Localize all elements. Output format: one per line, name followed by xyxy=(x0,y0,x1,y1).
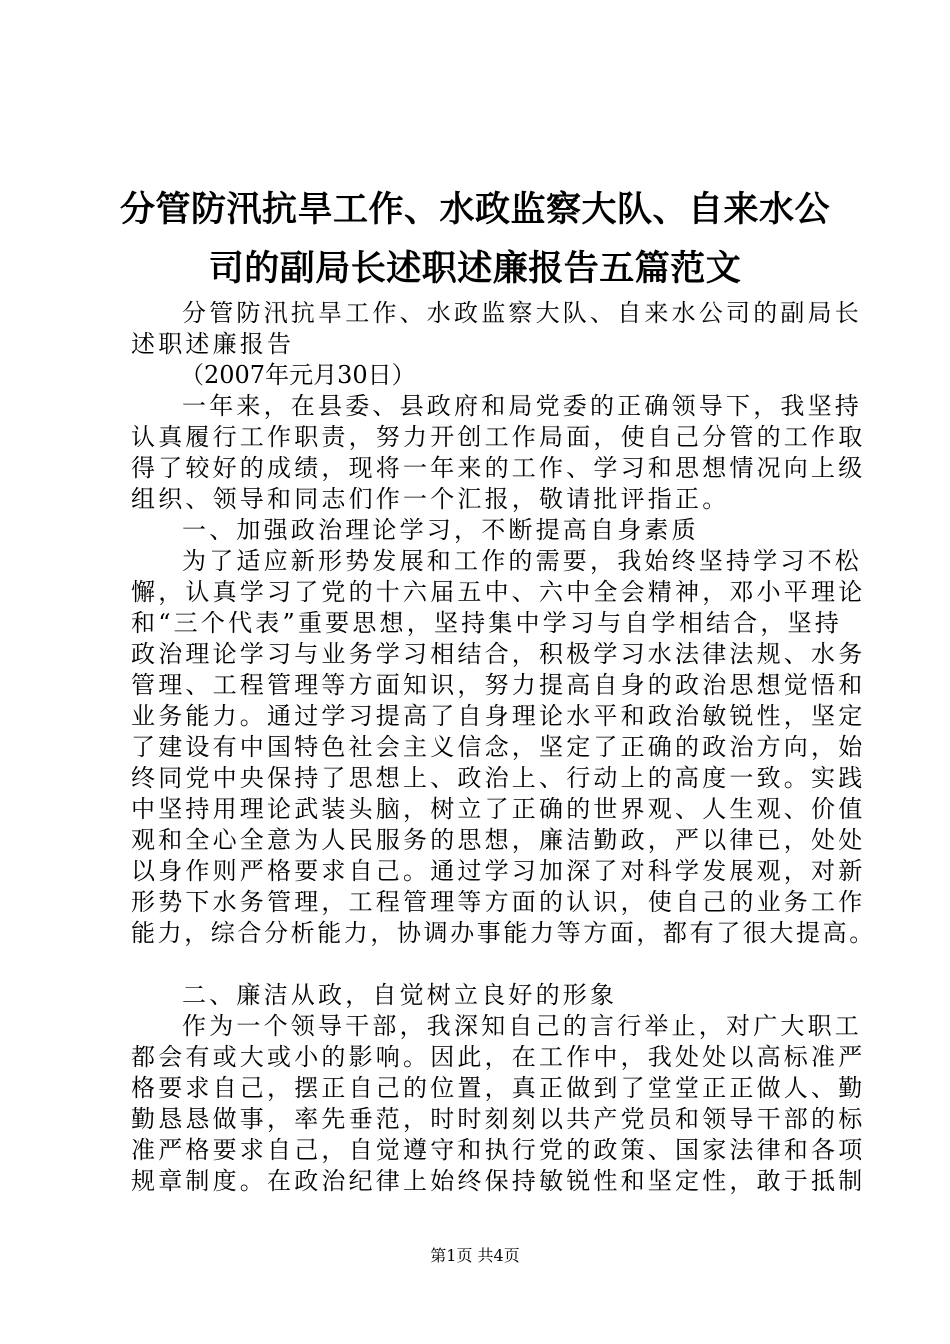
section-heading: 一、加强政治理论学习，不断提高自身素质 xyxy=(182,516,699,544)
paragraph-line: 终同党中央保持了思想上、政治上、行动上的高度一致。实践 xyxy=(131,764,866,792)
paragraph-line: 格要求自己，摆正自己的位置，真正做到了堂堂正正做人、勤 xyxy=(131,1074,866,1102)
subtitle-line: 述职述廉报告 xyxy=(131,330,295,358)
paragraph-line: 懈，认真学习了党的十六届五中、六中全会精神，邓小平理论 xyxy=(131,578,866,606)
section-heading: 二、廉洁从政，自觉树立良好的形象 xyxy=(182,981,618,1009)
paragraph-line: 都会有或大或小的影响。因此，在工作中，我处处以高标准严 xyxy=(131,1043,866,1071)
paragraph-line: 观和全心全意为人民服务的思想，廉洁勤政，严以律已，处处 xyxy=(131,826,866,854)
document-title-line-1: 分管防汛抗旱工作、水政监察大队、自来水公 xyxy=(119,190,830,230)
paragraph-line: 勤恳恳做事，率先垂范，时时刻刻以共产党员和领导干部的标 xyxy=(131,1105,866,1133)
paragraph-line: 规章制度。在政治纪律上始终保持敏锐性和坚定性，敢于抵制 xyxy=(131,1167,866,1195)
paragraph-line: 一年来，在县委、县政府和局党委的正确领导下，我坚持 xyxy=(182,392,862,420)
paragraph-line: 组织、领导和同志们作一个汇报，敬请批评指正。 xyxy=(131,485,730,513)
subtitle-line: 分管防汛抗旱工作、水政监察大队、自来水公司的副局长 xyxy=(182,299,862,327)
paragraph-line: 和“三个代表”重要思想，坚持集中学习与自学相结合，坚持 xyxy=(131,609,842,637)
document-title-line-2: 司的副局长述职述廉报告五篇范文 xyxy=(208,249,742,289)
document-body xyxy=(131,298,876,1197)
paragraph-line: 政治理论学习与业务学习相结合，积极学习水法律法规、水务 xyxy=(131,640,866,668)
paragraph-line: 中坚持用理论武装头脑，树立了正确的世界观、人生观、价值 xyxy=(131,795,866,823)
paragraph-line: 管理、工程管理等方面知识，努力提高自身的政治思想觉悟和 xyxy=(131,671,866,699)
paragraph-line: 为了适应新形势发展和工作的需要，我始终坚持学习不松 xyxy=(182,547,862,575)
paragraph-line: 以身作则严格要求自己。通过学习加深了对科学发展观，对新 xyxy=(131,857,866,885)
paragraph-gap xyxy=(131,949,831,980)
paragraph-line: 作为一个领导干部，我深知自己的言行举止，对广大职工 xyxy=(182,1012,862,1040)
paragraph-line: 得了较好的成绩，现将一年来的工作、学习和思想情况向上级 xyxy=(131,454,866,482)
paragraph-line: 业务能力。通过学习提高了自身理论水平和政治敏锐性，坚定 xyxy=(131,702,866,730)
paragraph-line: 能力，综合分析能力，协调办事能力等方面，都有了很大提高。 xyxy=(131,919,876,947)
paragraph-line: 准严格要求自己，自觉遵守和执行党的政策、国家法律和各项 xyxy=(131,1136,866,1164)
date-line: （2007年元月30日） xyxy=(180,361,416,389)
paragraph-line: 认真履行工作职责，努力开创工作局面，使自己分管的工作取 xyxy=(131,423,866,451)
paragraph-line: 形势下水务管理，工程管理等方面的认识，使自己的业务工作 xyxy=(131,888,866,916)
page-footer: 第1页 共4页 xyxy=(430,1246,520,1265)
paragraph-line: 了建设有中国特色社会主义信念，坚定了正确的政治方向，始 xyxy=(131,733,866,761)
